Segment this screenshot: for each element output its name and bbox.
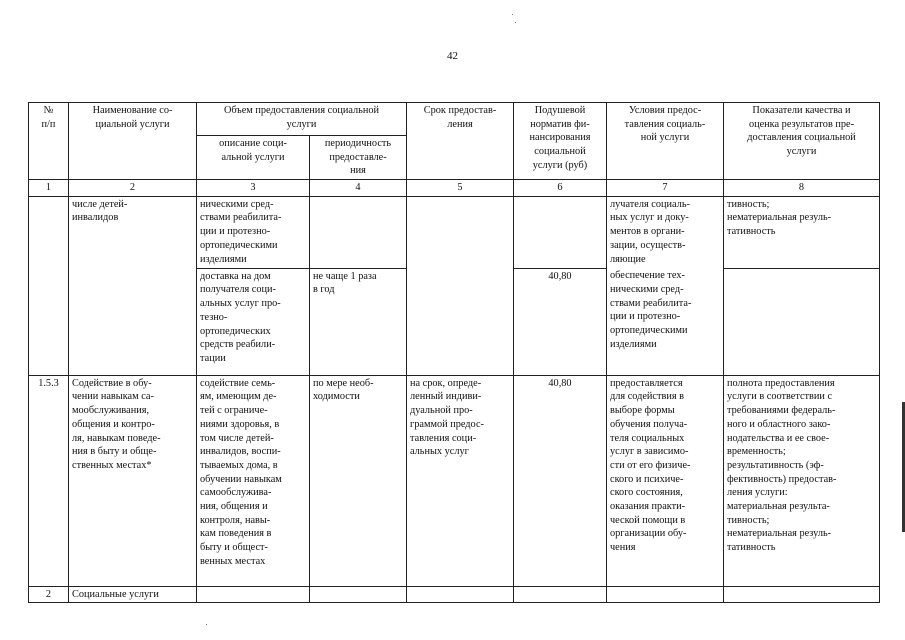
cont-description-2: доставка на дом получателя соци- альных услуг про- тезно- ортопедических средств реабили- тации xyxy=(197,268,310,375)
column-number: 3 xyxy=(197,180,310,197)
column-number: 6 xyxy=(514,180,607,197)
row-empty-cell xyxy=(514,586,607,603)
cont-quality-2 xyxy=(724,268,880,375)
column-number: 5 xyxy=(407,180,514,197)
cont-service-name: числе детей- инвалидов xyxy=(69,196,197,375)
cont-norm-1 xyxy=(514,196,607,268)
cont-periodicity-1 xyxy=(310,196,407,268)
row-empty-cell xyxy=(407,586,514,603)
continuation-row-a xyxy=(29,196,880,268)
row-1-5-3 xyxy=(29,375,880,586)
column-number-row xyxy=(29,180,880,197)
row-empty-cell xyxy=(197,586,310,603)
row-service-name: Социальные услуги xyxy=(69,586,197,603)
row-service-name: Содействие в обу- чении навыкам са- мообслуживания, общения и контро- ля, навыкам поведе- ния в быту и обще- ственных местах* xyxy=(69,375,197,586)
column-number: 7 xyxy=(607,180,724,197)
cont-conditions-1: лучателя социаль- ных услуг и доку- ментов в органи- зации, осуществ- ляющие xyxy=(607,196,724,268)
row-term: на срок, опреде- ленный индиви- дуальной про- граммой предос- тавления соци- альных услуг xyxy=(407,375,514,586)
row-number: 2 xyxy=(29,586,69,603)
header-periodicity: периодичность предоставле- ния xyxy=(310,136,407,180)
scan-speck xyxy=(206,624,207,625)
cont-periodicity-2: не чаще 1 раза в год xyxy=(310,268,407,375)
header-number: № п/п xyxy=(29,103,69,180)
row-empty-cell xyxy=(310,586,407,603)
services-table xyxy=(28,102,880,603)
header-conditions: Условия предос- тавления социаль- ной услуги xyxy=(607,103,724,180)
row-financing-norm: 40,80 xyxy=(514,375,607,586)
scan-speck xyxy=(512,14,513,15)
header-quality: Показатели качества и оценка результатов пре- доставления социальной услуги xyxy=(724,103,880,180)
scan-speck xyxy=(515,22,516,23)
row-quality: полнота предоставления услуги в соответствии с требованиями федераль- ного и областного зако- нодательства и ее свое- временность; результативность (эф- фективность) предостав- ления услуги: материальная результа- тивность; нематериальная резуль- тативность xyxy=(724,375,880,586)
header-financing-norm: Подушевой норматив фи- нансирования социальной услуги (руб) xyxy=(514,103,607,180)
row-2 xyxy=(29,586,880,603)
page-number: 42 xyxy=(447,50,458,62)
cont-number-cell xyxy=(29,196,69,375)
column-number: 8 xyxy=(724,180,880,197)
row-number: 1.5.3 xyxy=(29,375,69,586)
header-row-1 xyxy=(29,103,880,136)
column-number: 2 xyxy=(69,180,197,197)
cont-description-1: ническими сред- ствами реабилита- ции и протезно- ортопедическими изделиями xyxy=(197,196,310,268)
cont-conditions-2: обеспечение тех- ническими сред- ствами реабилита- ции и протезно- ортопедическими изделиями xyxy=(607,268,724,375)
header-volume-group: Объем предоставления социальной услуги xyxy=(197,103,407,136)
header-service-name: Наименование со- циальной услуги xyxy=(69,103,197,180)
cont-quality-1: тивность; нематериальная резуль- тативность xyxy=(724,196,880,268)
row-description: содействие семь- ям, имеющим де- тей с ограниче- ниями здоровья, в том числе детей- инвалидов, воспи- тываемых дома, в обучении навыкам самообслужива- ния, общения и контроля, навы- кам поведения в быту и общест- венных местах xyxy=(197,375,310,586)
row-periodicity: по мере необ- ходимости xyxy=(310,375,407,586)
row-empty-cell xyxy=(607,586,724,603)
cont-norm-2: 40,80 xyxy=(514,268,607,375)
row-empty-cell xyxy=(724,586,880,603)
cont-term-cell xyxy=(407,196,514,375)
column-number: 1 xyxy=(29,180,69,197)
row-conditions: предоставляется для содействия в выборе формы обучения получа- теля социальных услуг в зависимо- сти от его физиче- ского и психиче- ского состояния, оказания практи- ческой помощи в организации обу- чения xyxy=(607,375,724,586)
header-description: описание соци- альной услуги xyxy=(197,136,310,180)
column-number: 4 xyxy=(310,180,407,197)
header-term: Срок предостав- ления xyxy=(407,103,514,180)
